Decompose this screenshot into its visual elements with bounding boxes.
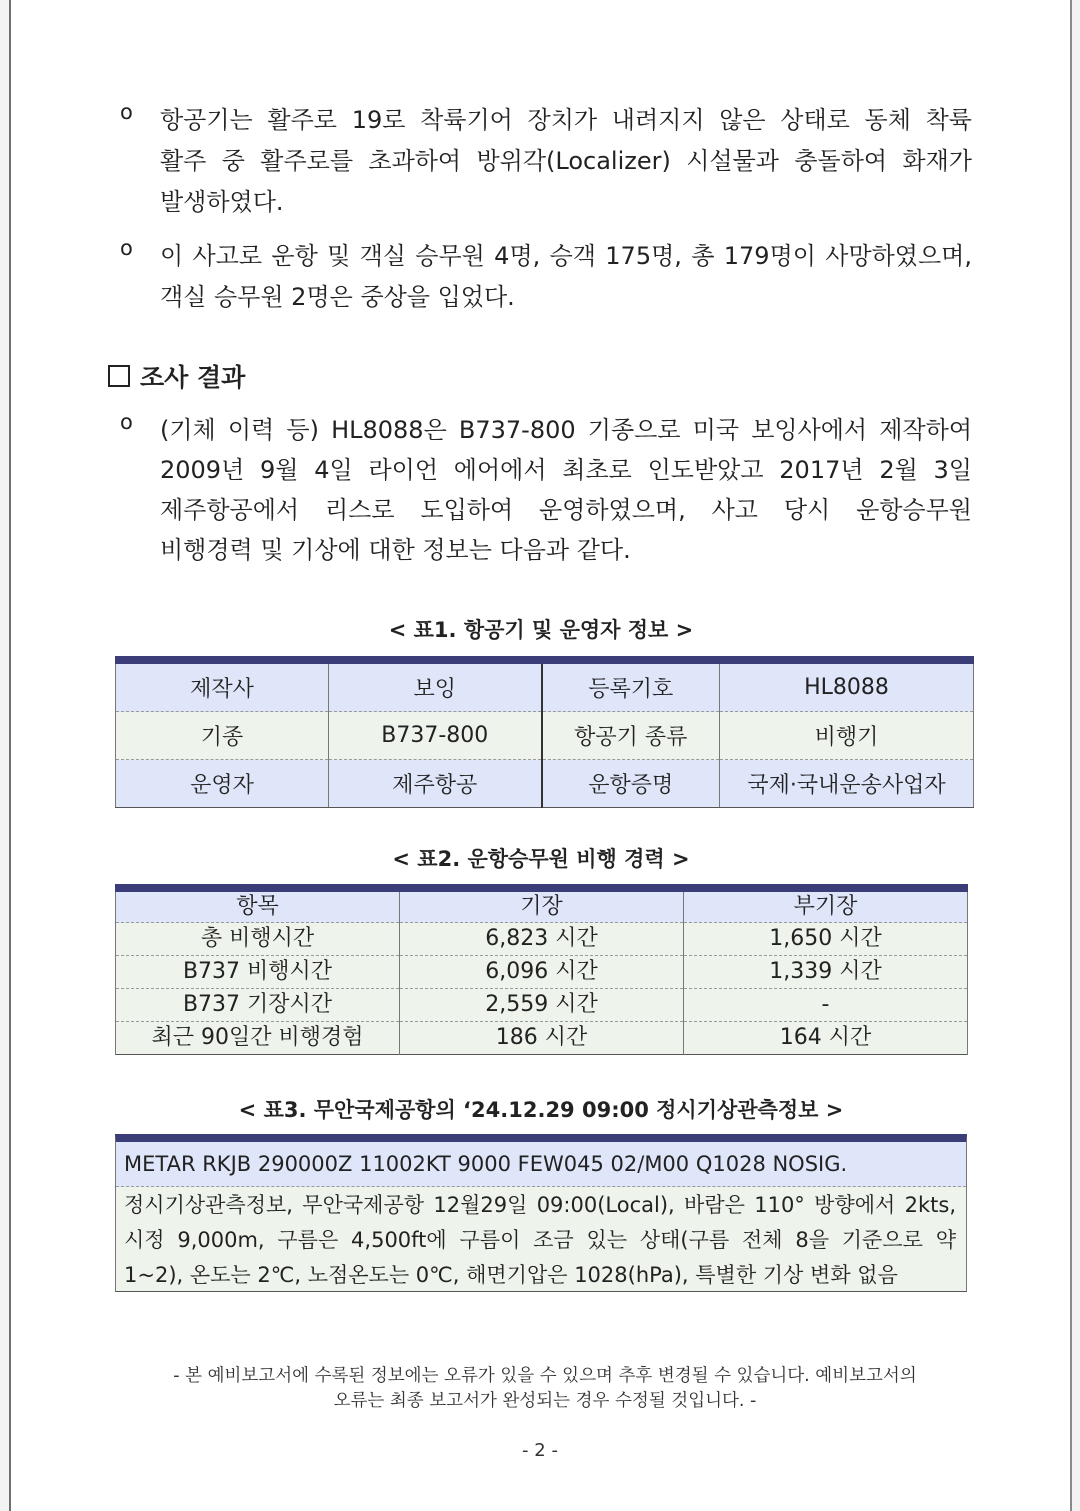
paragraph-line: 항공기는 활주로 19로 착륙기어 장치가 내려지지 않은 상태로 동체 착륙 xyxy=(160,106,972,134)
table3-caption: < 표3. 무안국제공항의 ‘24.12.29 09:00 정시기상관측정보 > xyxy=(238,1098,844,1122)
table-header-cell: 부기장 xyxy=(684,888,968,923)
bullet-mark: o xyxy=(120,100,133,124)
table-cell: 2,559 시간 xyxy=(400,989,684,1022)
paragraph-line: 2009년 9월 4일 라이언 에어에서 최초로 인도받았고 2017년 2월 3일 xyxy=(160,456,972,484)
bullet-mark: o xyxy=(120,410,133,434)
crew-experience-table xyxy=(115,884,968,1055)
table-row xyxy=(116,1022,968,1055)
table-cell: 1,339 시간 xyxy=(684,956,968,989)
disclaimer-line: 오류는 최종 보고서가 완성되는 경우 수정될 것입니다. - xyxy=(333,1391,757,1411)
table-cell: 최근 90일간 비행경험 xyxy=(116,1022,400,1055)
section-title-text: 조사 결과 xyxy=(140,363,246,392)
table1-caption: < 표1. 항공기 및 운영자 정보 > xyxy=(388,618,694,642)
checkbox-square-icon xyxy=(108,365,130,387)
table-cell: B737 비행시간 xyxy=(116,956,400,989)
paragraph-line: 제주항공에서 리스로 도입하여 운영하였으며, 사고 당시 운항승무원 xyxy=(160,496,972,524)
aircraft-operator-table xyxy=(115,656,974,808)
page-number: - 2 - xyxy=(522,1440,558,1461)
metar-row: METAR RKJB 290000Z 11002KT 9000 FEW045 02/M00 Q1028 NOSIG. xyxy=(116,1142,966,1187)
table-cell: 기종 xyxy=(116,712,329,760)
table-cell: - xyxy=(684,989,968,1022)
weather-description-row xyxy=(116,1187,966,1291)
weather-observation-table xyxy=(115,1134,967,1292)
table-cell: 164 시간 xyxy=(684,1022,968,1055)
table-cell: 186 시간 xyxy=(400,1022,684,1055)
table2-caption: < 표2. 운항승무원 비행 경력 > xyxy=(392,847,690,871)
table-cell: 운항증명 xyxy=(542,760,720,808)
table-row xyxy=(116,989,968,1022)
table-cell: 보잉 xyxy=(329,660,542,712)
weather-description-line: 1~2), 온도는 2℃, 노점온도는 0℃, 해면기압은 1028(hPa), 특별한 기상 변화 없음 xyxy=(124,1263,898,1287)
table-cell: 항공기 종류 xyxy=(542,712,720,760)
paragraph-line: (기체 이력 등) HL8088은 B737-800 기종으로 미국 보잉사에서 제작하여 xyxy=(160,416,972,444)
table-cell: 국제·국내운송사업자 xyxy=(720,760,974,808)
paragraph-line: 활주 중 활주로를 초과하여 방위각(Localizer) 시설물과 충돌하여 화재가 xyxy=(160,147,972,175)
table-cell: 등록기호 xyxy=(542,660,720,712)
table-header-row xyxy=(116,888,968,923)
table-row xyxy=(116,760,974,808)
paragraph-line: 이 사고로 운항 및 객실 승무원 4명, 승객 175명, 총 179명이 사망하였으며, xyxy=(160,242,972,270)
paragraph-line: 비행경력 및 기상에 대한 정보는 다음과 같다. xyxy=(160,536,631,564)
table-cell: HL8088 xyxy=(720,660,974,712)
table-cell: B737 기장시간 xyxy=(116,989,400,1022)
table-row xyxy=(116,660,974,712)
weather-description-line: 정시기상관측정보, 무안국제공항 12월29일 09:00(Local), 바람은 110° 방향에서 2kts, xyxy=(124,1193,956,1217)
table-cell: 총 비행시간 xyxy=(116,923,400,956)
disclaimer-line: - 본 예비보고서에 수록된 정보에는 오류가 있을 수 있으며 추후 변경될 수 있습니다. 예비보고서의 xyxy=(173,1366,917,1386)
table-cell: B737-800 xyxy=(329,712,542,760)
table-cell: 운영자 xyxy=(116,760,329,808)
bullet-mark: o xyxy=(120,236,133,260)
table-cell: 제작사 xyxy=(116,660,329,712)
weather-description-line: 시정 9,000m, 구름은 4,500ft에 구름이 조금 있는 상태(구름 전체 8을 기준으로 약 xyxy=(124,1228,956,1252)
table-cell: 1,650 시간 xyxy=(684,923,968,956)
paragraph-line: 객실 승무원 2명은 중상을 입었다. xyxy=(160,283,515,311)
table-header-cell: 항목 xyxy=(116,888,400,923)
table-row xyxy=(116,923,968,956)
table-row xyxy=(116,956,968,989)
table-row xyxy=(116,712,974,760)
paragraph-line: 발생하였다. xyxy=(160,188,284,216)
table-cell: 비행기 xyxy=(720,712,974,760)
table-cell: 6,823 시간 xyxy=(400,923,684,956)
table-cell: 제주항공 xyxy=(329,760,542,808)
table-header-cell: 기장 xyxy=(400,888,684,923)
table-cell: 6,096 시간 xyxy=(400,956,684,989)
section-title xyxy=(108,358,245,394)
